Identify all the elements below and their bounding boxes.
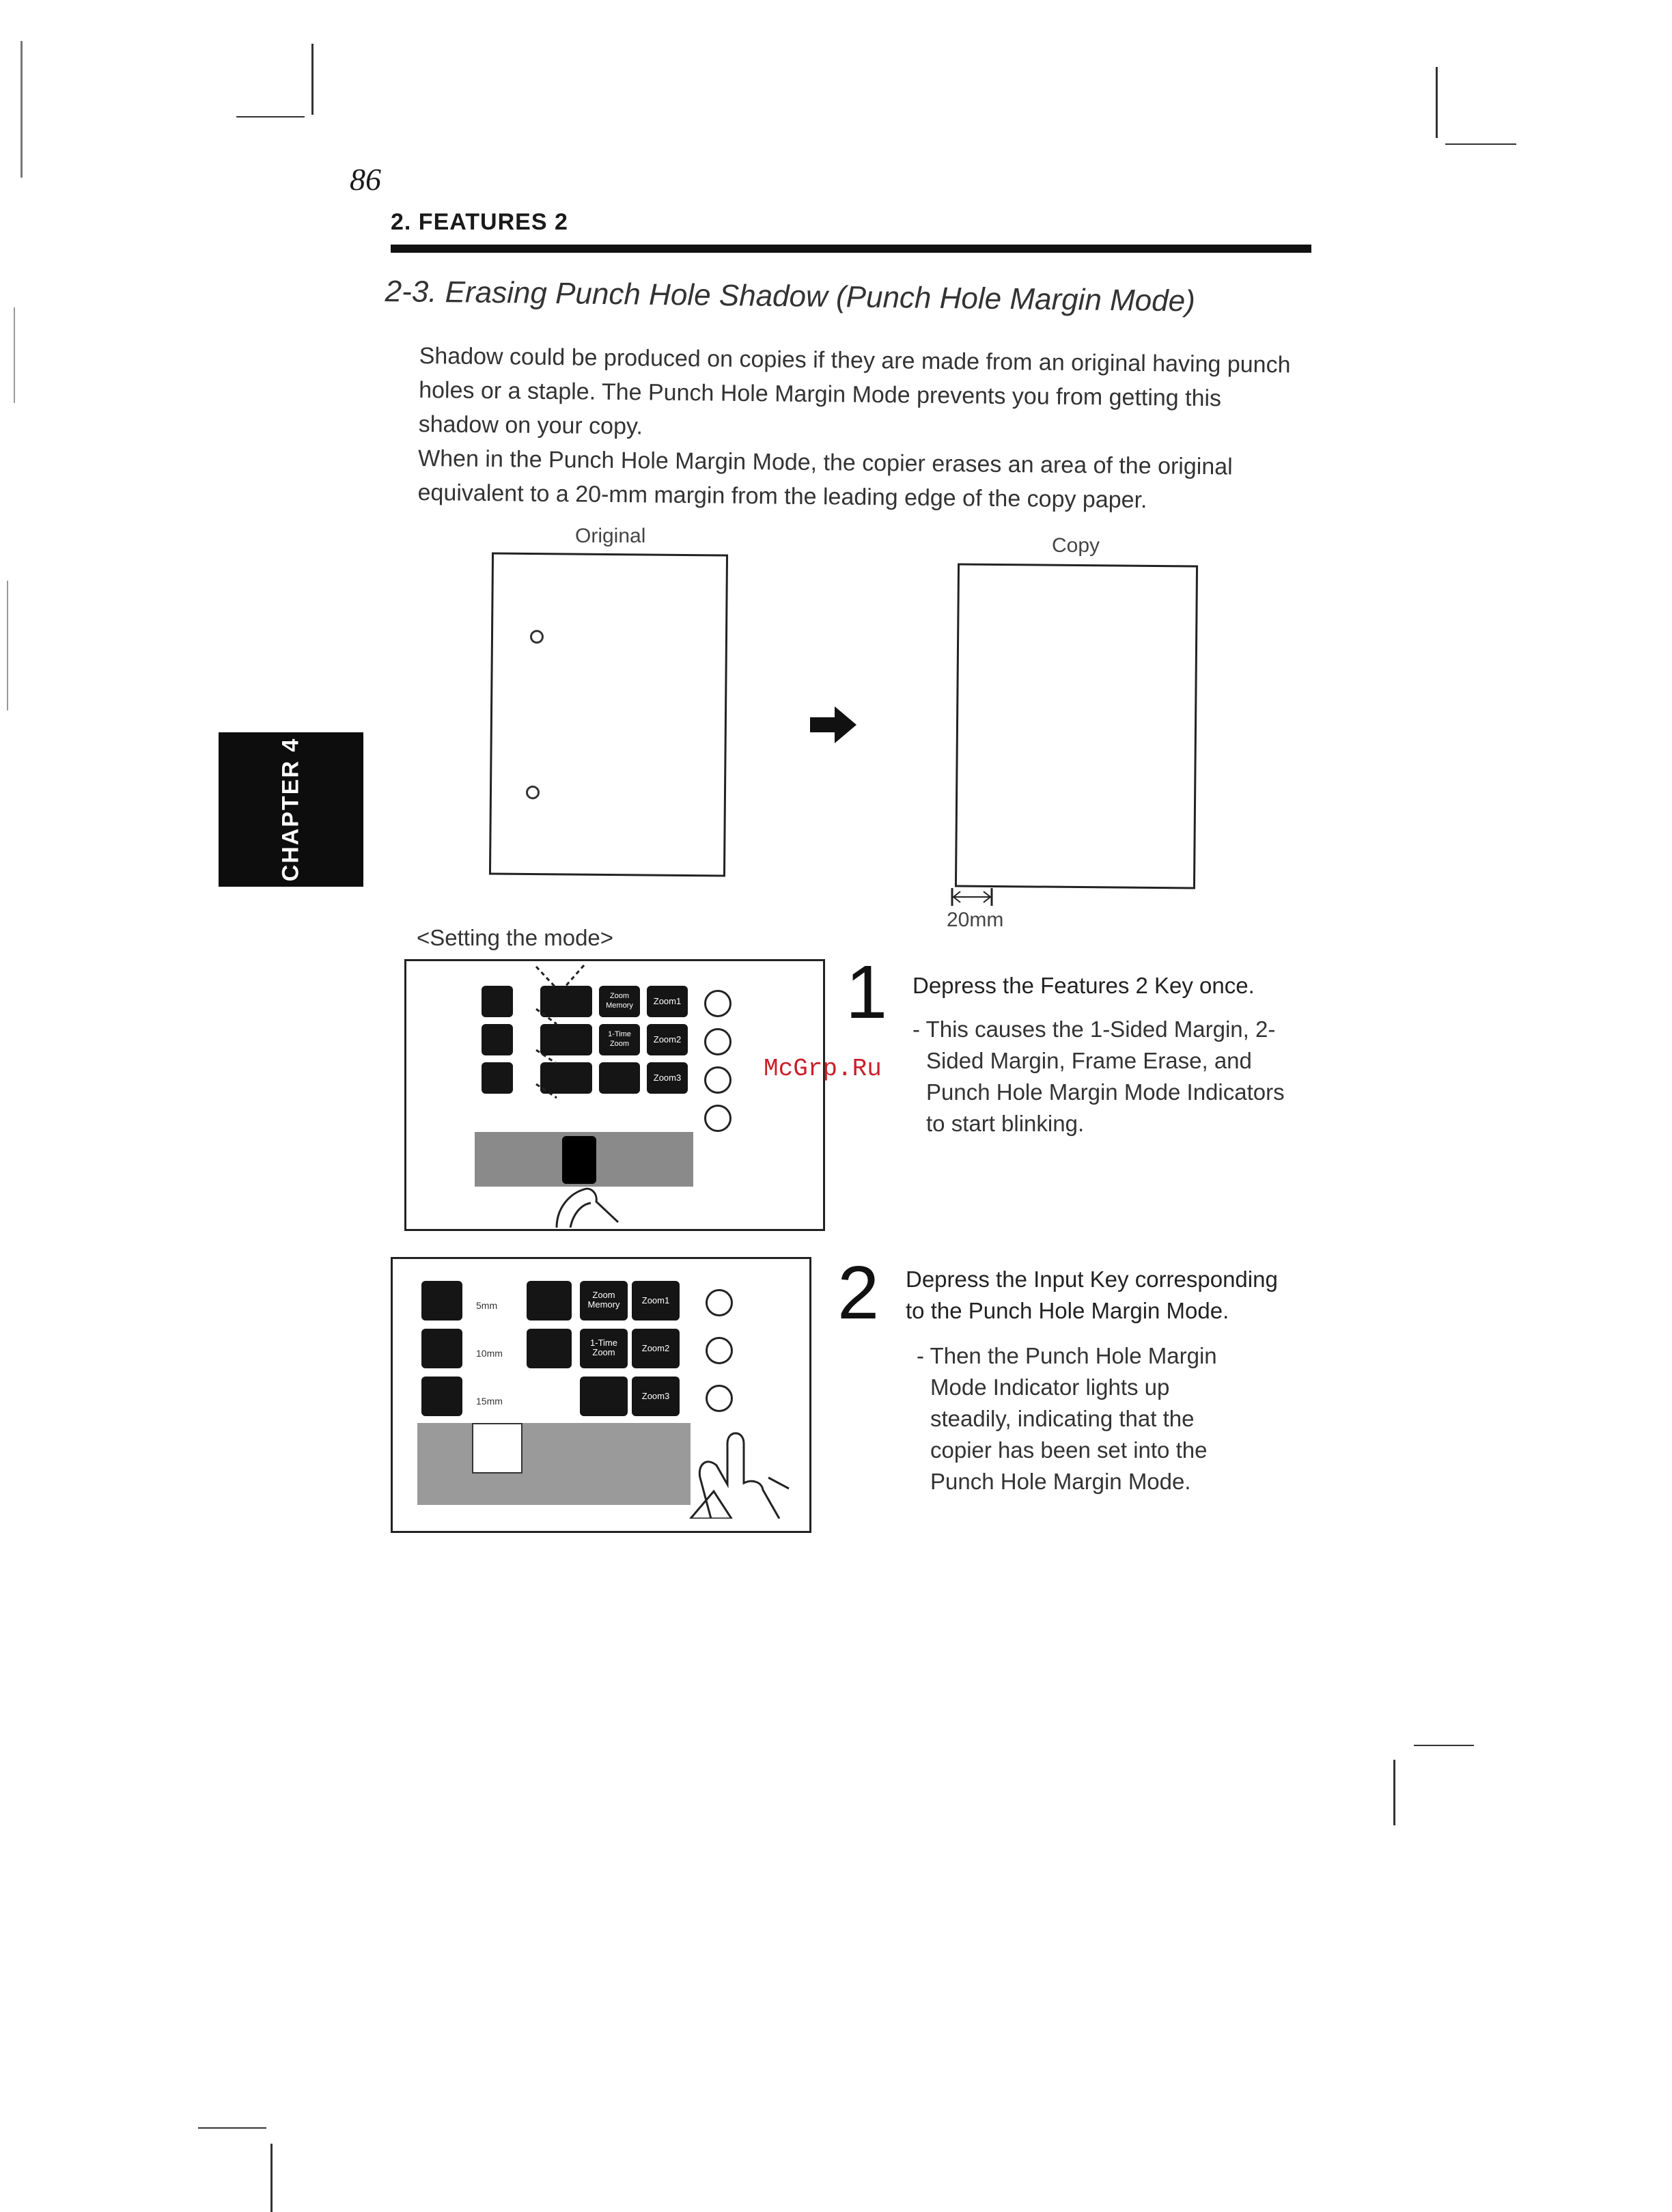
zoom1-label: Zoom1 [641,1295,670,1305]
step-1-note: - This causes the 1-Sided Margin, 2-Sided Margin, Frame Erase, and Punch Hole Margin Mode Indicators to start blinking. [912,1017,1285,1136]
indicator-key [527,1329,572,1368]
zoom3-key [632,1377,680,1416]
input-key-icon [704,1066,732,1094]
zoom2-label: Zoom2 [641,1343,670,1353]
chapter-tab [219,732,363,887]
section-rule [391,245,1311,253]
input-key-icon [706,1289,733,1316]
crop-mark [1445,143,1516,145]
intro-paragraph: When in the Punch Hole Margin Mode, the copier erases an area of the original equivalent to a 20-mm margin from the leading edge of the copy paper. [417,445,1233,514]
margin-5mm-label: 5mm [476,1300,498,1311]
control-panel-illustration-2 [391,1257,811,1533]
scan-edge [7,581,8,710]
input-key-icon [704,1105,732,1132]
scan-edge [20,41,23,178]
margin-key-icon [482,986,513,1017]
chapter-label: CHAPTER 4 [277,737,304,882]
margin-arrow-icon [949,887,997,907]
punch-hole-indicator [472,1423,522,1474]
intro-paragraph: Shadow could be produced on copies if they are made from an original having punch holes or a staple. The Punch Hole Margin Mode prevents you from getting this shadow on your copy. [418,342,1291,440]
step-2-instruction: Depress the Input Key corresponding to the Punch Hole Margin Mode. [906,1267,1278,1323]
step-2-note: - Then the Punch Hole Margin Mode Indicator lights up steadily, indicating that the copier has been set into the Punch Hole Margin Mode. [917,1343,1217,1494]
one-time-zoom-label: 1-Time Zoom [608,1030,631,1048]
page-number: 86 [350,162,381,197]
zoom-memory-label: Zoom Memory [587,1290,620,1310]
zoom-memory-label: Zoom Memory [606,992,633,1010]
indicator-key [527,1281,572,1321]
input-key-icon [704,990,732,1017]
margin-key-icon [421,1281,462,1321]
input-key-icon [706,1337,733,1364]
zoom3-label: Zoom3 [641,1391,670,1401]
one-time-zoom-key [580,1329,628,1368]
zoom1-key [647,986,688,1017]
scan-edge [14,307,15,403]
intro-text [417,339,1300,519]
crop-mark [311,44,314,115]
margin-key-icon [421,1329,462,1368]
margin-key-icon [421,1377,462,1416]
zoom3-label: Zoom3 [653,1073,682,1083]
calculator-key [580,1377,628,1416]
input-key-icon [704,1028,732,1055]
margin-label: 20mm [947,909,1004,931]
blink-marks-icon [529,961,611,1125]
zoom-memory-key [580,1281,628,1321]
watermark: McGrp.Ru [764,1055,882,1083]
step-number-2: 2 [837,1251,880,1335]
crop-mark [236,116,305,117]
crop-mark [1436,67,1438,138]
zoom3-key [647,1062,688,1094]
setting-heading: <Setting the mode> [417,925,614,950]
zoom1-key [632,1281,680,1321]
punch-hole-icon [526,786,540,799]
original-label: Original [575,525,646,547]
section-heading: 2. FEATURES 2 [391,209,568,235]
copy-label: Copy [1052,534,1100,557]
zoom1-label: Zoom1 [653,996,682,1006]
margin-key-icon [482,1062,513,1094]
margin-15mm-label: 15mm [476,1396,503,1407]
finger-press-icon [686,1402,796,1519]
zoom2-key [632,1329,680,1368]
step-number-1: 1 [846,950,888,1034]
finger-icon [543,1159,639,1228]
original-sheet [489,552,728,876]
margin-10mm-label: 10mm [476,1348,503,1359]
step-1-instruction: Depress the Features 2 Key once. [912,973,1255,998]
crop-mark [1393,1760,1395,1825]
page-title: 2-3. Erasing Punch Hole Shadow (Punch Hole Margin Mode) [385,275,1196,318]
arrow-right-icon [810,705,858,745]
margin-key-icon [482,1024,513,1055]
zoom2-key [647,1024,688,1055]
panel-bottom-row [417,1423,691,1505]
control-panel-illustration-1 [404,959,825,1231]
step-1-text [912,970,1309,1139]
one-time-zoom-label: 1-Time Zoom [590,1338,617,1357]
crop-mark [1414,1745,1474,1746]
step-2-text [906,1264,1288,1497]
crop-mark [270,2144,273,2212]
crop-mark [198,2127,266,2129]
zoom2-label: Zoom2 [653,1034,682,1045]
copy-sheet [955,563,1198,889]
punch-hole-icon [530,630,544,644]
